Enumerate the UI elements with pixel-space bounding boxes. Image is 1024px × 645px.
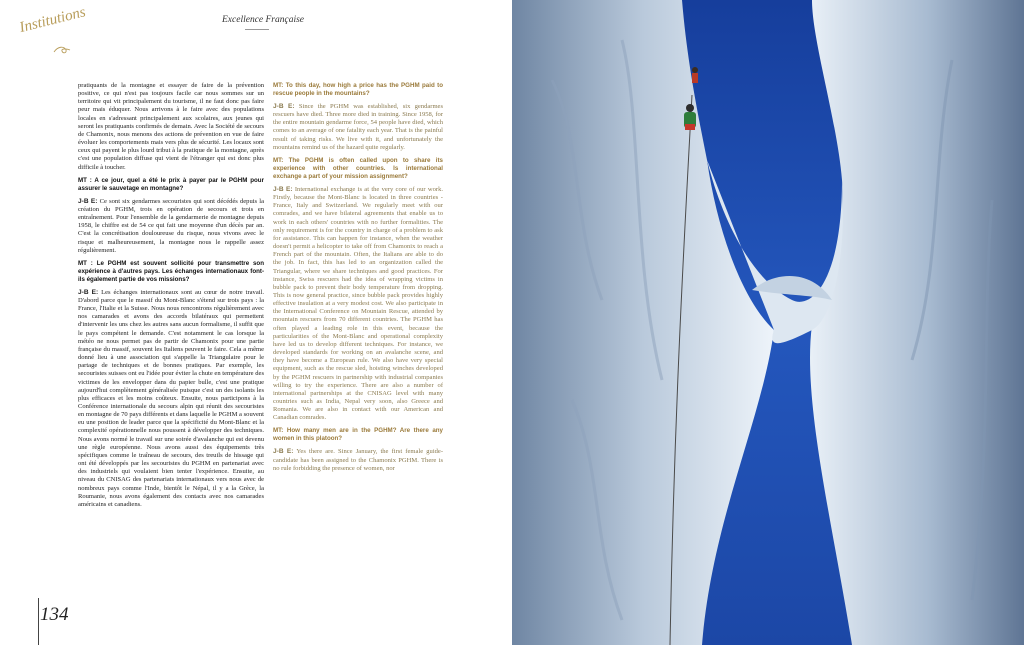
answer [273, 448, 443, 472]
speaker: J-B E: [273, 103, 295, 110]
climber-figure-icon [692, 67, 698, 83]
publication-title: Excellence Française [222, 15, 305, 25]
question: MT: To this day, how high a price has the PGHM paid to rescue people in the mountains? [273, 82, 443, 97]
right-page [512, 0, 1024, 645]
answer [273, 186, 443, 423]
section-name: Institutions [17, 4, 88, 37]
question: MT: The PGHM is often called upon to share its experience with other countries. Is international exchange a part of your mission assignment? [273, 156, 443, 180]
question: MT: How many men are in the PGHM? Are there any women in this platoon? [273, 427, 443, 443]
page-number: 134 [40, 604, 69, 625]
answer [78, 198, 264, 255]
speaker: J-B E: [273, 448, 294, 456]
answer-text: Ce sont six gendarmes secouristes qui sont décédés depuis la création du PGHM, trois en opération de secours et trois en entraînement. Pour l'ensemble de la gendarmerie de montagne depuis 1958, le chiffre est de 54 ce qui fait une moyenne d'un décès par an. C'est la concrétisation douloureuse du risque, nous vivons avec le risque et malheureusement, la montagne nous le rappelle assez régulièrement. [78, 197, 264, 254]
speaker: J-B E: [78, 197, 98, 205]
french-column [78, 82, 264, 582]
ornament-swirl-icon [52, 44, 72, 56]
answer-text: Les échanges internationaux sont au cœur de notre travail. D'abord parce que le massif du Mont-Blanc s'étend sur trois pays : la France, l'Italie et la Suisse. Nous nous rencontrons régulièrement avec nos camarades et avons des accords bilatéraux qui permettent d'intervenir les uns chez les autres sans aucun formalisme, il suffit que le pays compétent le demande. C'est notamment le cas lorsque la météo ne nous permet pas de partir de Chamonix pour une partie française du massif, souvent les Italiens peuvent le faire. Cela a même donné lieu à une association qui s'appelle la Triangulaire pour le partage de techniques et de bonnes pratiques. Par exemple, les secouristes suisses ont eu l'idée pour éviter la chute en température des victimes de les envelopper dans du papier bulle, c'est une pratique aujourd'hui complètement généralisée puisque c'est un des isolants les plus efficaces et les moins coûteux. Ensuite, nous participons à la Conférence internationale du secours alpin qui réunit des secouristes en montagne de 70 pays différents et dans laquelle le PGHM a souvent eu une position de leader parce que la spécificité du Mont-Blanc et la complexité opérationnelle nous poussent à développer des techniques. Nous avons normé le travail sur une soirée d'avalanche qui est devenu une règle européenne. Nous avons aussi des équipements très spécifiques comme le traîneau de secours, des treuils de hissage qui ont été développés par les secouristes du PGHM en partenariat avec des industriels qui voulaient bien tenter l'expérience. Ensuite, au niveau du CNISAG des partenariats internationaux vers nous avec de nombreux pays comme l'Inde, bientôt le Népal, il y a la Grèce, la Roumanie, nous avons également des contacts avec nos camarades américains et canadiens. [78, 288, 264, 508]
answer [78, 289, 264, 509]
speaker: J-B E: [273, 185, 293, 193]
answer [273, 103, 443, 152]
english-column [273, 82, 443, 562]
question: MT : A ce jour, quel a été le prix à payer par le PGHM pour assurer le sauvetage en montagne? [78, 176, 264, 192]
header-divider [245, 29, 269, 30]
crevasse-photo [512, 0, 1024, 645]
answer-text: Since the PGHM was established, six gendarmes rescuers have died. Three more died in training. Since 1958, for the entire mountain gendarme force, 54 people have died, which comes to an average of one fatality each year. That is the painful result of taking risks. We live with it, and unfortunately the mountains remind us of the hazard quite regularly. [273, 103, 443, 151]
paragraph: pratiquants de la montagne et essayer de faire de la prévention positive, ce qui n'est pas toujours facile car nous sommes sur un territoire qui vit principalement du tourisme, il ne faut donc pas faire peur mais éduquer. Nous arrivons à le faire avec des populations locales en s'adressant principalement aux scolaires, aux jeunes qui seront les pratiquants confirmés de demain. Avec la Société de secours de Chamonix, nous menons des actions de prévention en vue de faire évoluer les comportements mais vers plus de sécurité. Les locaux sont ceux qui payent le plus lourd tribut à la pratique de la montagne, après c'est une population diffuse qui vient de l'étranger qui est donc plus difficile à toucher. [78, 82, 264, 171]
answer-text: International exchange is at the very core of our work. Firstly, because the Mont-Blanc is located in three countries - France, Italy and Switzerland. We regularly meet with our comrades, and we have bilateral agreements that enable us to work in each others' countries with no further formalities. The only requirement is for the country in charge of a problem to ask for assistance. This can happen for instance, when the weather doesn't permit a helicopter to take off from Chamonix to reach a French part of the mountain. Often, the Italians are able to do the job. In fact, this has led to an organization called the Triangular, where we share techniques and good practices. For instance, Swiss rescuers had the idea of wrapping victims in bubble pack to prevent their body temperature from dropping. This is now general practice, since bubble pack provides highly effective insulation at a very modest cost. We also participate in the International Conference on Mountain Rescue, attended by mountain rescuers from 70 different countries. The PGHM has often played a leading role in this event, because the particularities of the Mont-Blanc and operational complexity have led us to develop different techniques. For instance, we developed standards for working on an avalanche scene, and they have become a European rule. We also have very special equipment, such as the rescue sled, hoisting winches developed by the PGHM rescuers in partnership with industrial companies willing to try the experience. There are also a number of international partnerships at the CNISAG level with many countries such as India, Nepal very soon, also Greece and Romania. We are also in contact with our American and Canadian comrades. [273, 185, 443, 422]
question: MT : Le PGHM est souvent sollicité pour transmettre son expérience à d'autres pays. Les échanges internationaux font-ils également partie de vos missions? [78, 259, 264, 283]
answer-text: Yes there are. Since January, the first female guide-candidate has been assigned to the Chamonix PGHM. There is no rule forbidding the presence of women, nor [273, 448, 443, 472]
page-number-rule [38, 598, 39, 645]
speaker: J-B E: [78, 288, 99, 296]
